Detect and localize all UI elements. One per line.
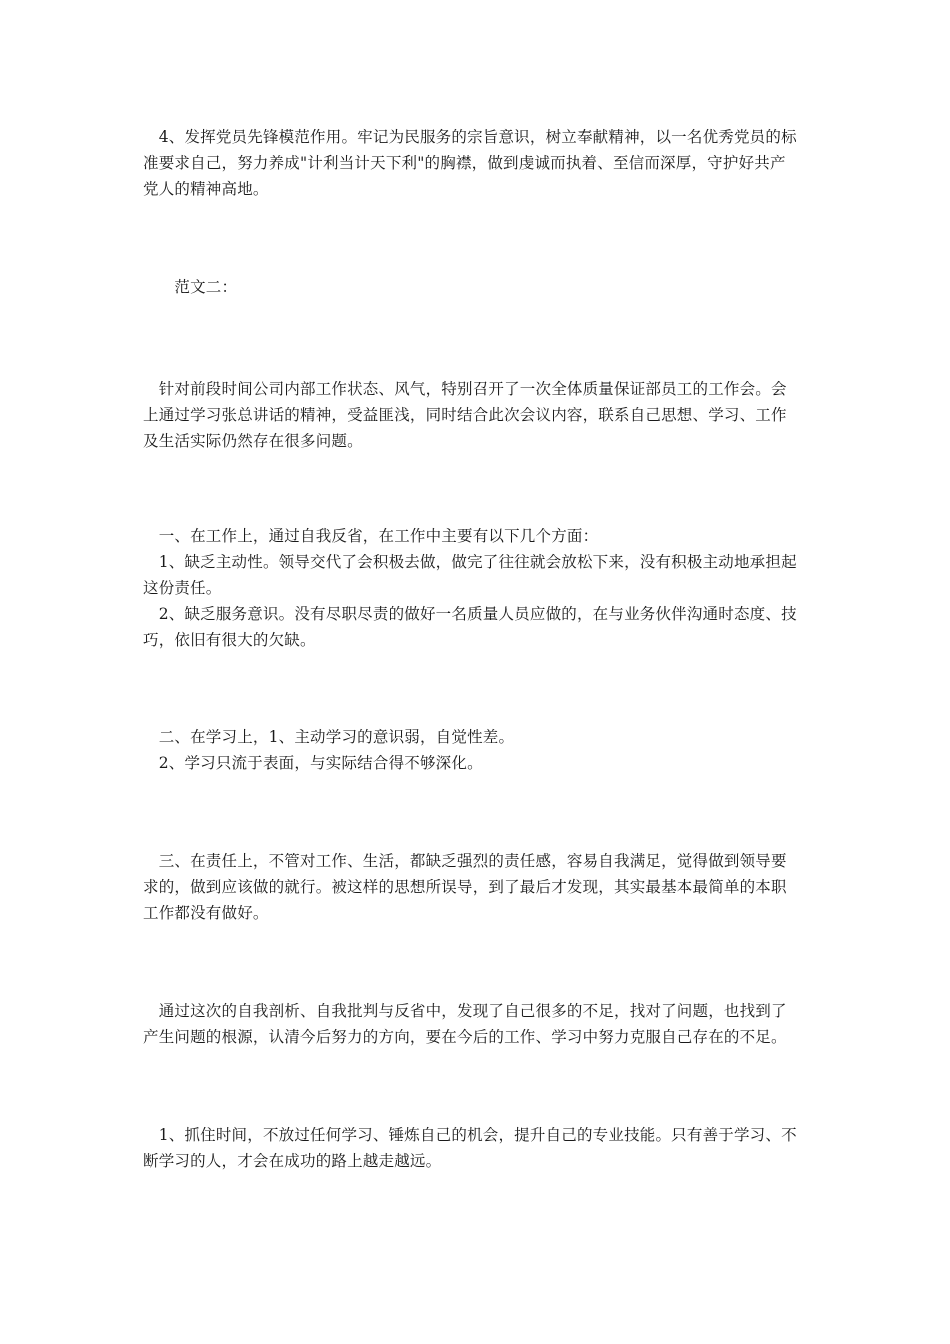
text-line: 准要求自己，努力养成"计利当计天下利"的胸襟，做到虔诚而执着、至信而深厚，守护好共产 bbox=[143, 154, 786, 172]
text-line: 工作都没有做好。 bbox=[143, 904, 269, 922]
text-line: 党人的精神高地。 bbox=[143, 180, 269, 198]
text-line: 1、抓住时间，不放过任何学习、锤炼自己的机会，提升自己的专业技能。只有善于学习、不 bbox=[143, 1126, 797, 1144]
paragraph-party-member-role bbox=[143, 124, 811, 202]
text-line: 三、在责任上，不管对工作、生活，都缺乏强烈的责任感，容易自我满足，觉得做到领导要 bbox=[143, 852, 787, 870]
paragraph-work-issues bbox=[143, 523, 811, 653]
paragraph-improvement-one bbox=[143, 1122, 811, 1174]
paragraph-responsibility-issues bbox=[143, 848, 811, 926]
paragraph-self-analysis bbox=[143, 998, 811, 1050]
text-line: 及生活实际仍然存在很多问题。 bbox=[143, 432, 363, 450]
text-line: 2、缺乏服务意识。没有尽职尽责的做好一名质量人员应做的，在与业务伙伴沟通时态度、技 bbox=[143, 605, 797, 623]
text-line: 二、在学习上，1、主动学习的意识弱，自觉性差。 bbox=[143, 728, 515, 746]
text-line: 通过这次的自我剖析、自我批判与反省中，发现了自己很多的不足，找对了问题，也找到了 bbox=[143, 1002, 787, 1020]
paragraph-intro bbox=[143, 376, 811, 454]
text-line: 断学习的人，才会在成功的路上越走越远。 bbox=[143, 1152, 442, 1170]
text-line: 求的，做到应该做的就行。被这样的思想所误导，到了最后才发现，其实最基本最简单的本职 bbox=[143, 878, 787, 896]
text-line: 这份责任。 bbox=[143, 579, 222, 597]
text-line: 2、学习只流于表面，与实际结合得不够深化。 bbox=[143, 754, 483, 772]
text-line: 一、在工作上，通过自我反省，在工作中主要有以下几个方面： bbox=[143, 527, 599, 545]
text-line: 1、缺乏主动性。领导交代了会积极去做，做完了往往就会放松下来，没有积极主动地承担起 bbox=[143, 553, 797, 571]
text-line: 针对前段时间公司内部工作状态、风气，特别召开了一次全体质量保证部员工的工作会。会 bbox=[143, 380, 787, 398]
text-line: 产生问题的根源，认清今后努力的方向，要在今后的工作、学习中努力克服自己存在的不足。 bbox=[143, 1028, 787, 1046]
paragraph-study-issues bbox=[143, 724, 811, 776]
text-line: 范文二： bbox=[143, 278, 238, 296]
section-heading-sample-two bbox=[143, 274, 811, 300]
text-line: 巧，依旧有很大的欠缺。 bbox=[143, 631, 316, 649]
text-line: 4、发挥党员先锋模范作用。牢记为民服务的宗旨意识，树立奉献精神，以一名优秀党员的标 bbox=[143, 128, 797, 146]
text-line: 上通过学习张总讲话的精神，受益匪浅，同时结合此次会议内容，联系自己思想、学习、工作 bbox=[143, 406, 787, 424]
